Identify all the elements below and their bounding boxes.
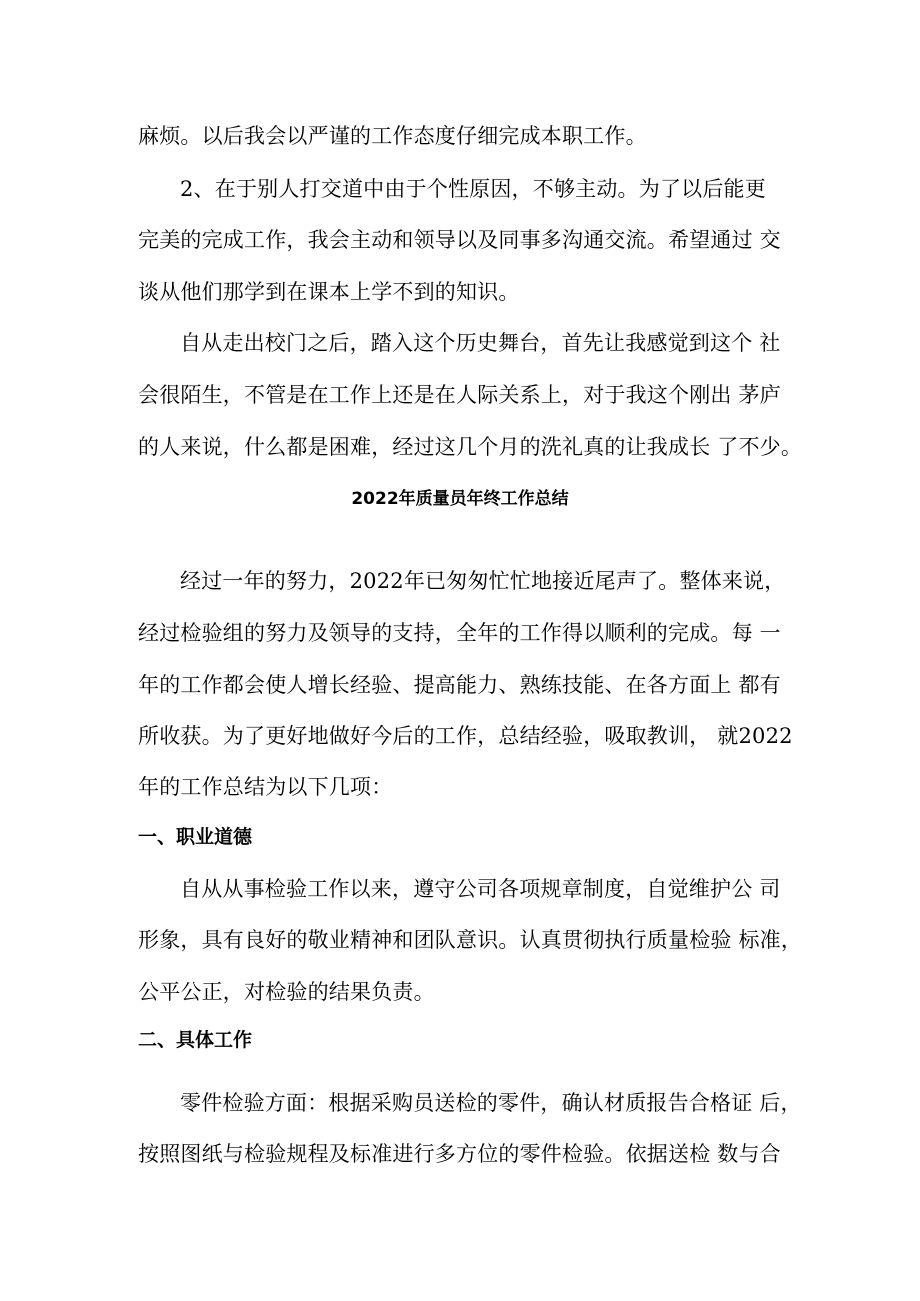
paragraph-line: 麻烦。以后我会以严谨的工作态度仔细完成本职工作。 [138, 124, 647, 148]
section-heading: 一、职业道德 [138, 826, 253, 848]
section-line: 零件检验方面：根据采购员送检的零件，确认材质报告合格证 后， [180, 1091, 802, 1115]
section-line: 公平公正，对检验的结果负责。 [138, 980, 435, 1004]
section-line: 自从从事检验工作以来，遵守公司各项规章制度，自觉维护公 司 [180, 877, 781, 901]
intro-line: 经过一年的努力，2022年已匆匆忙忙地接近尾声了。整体来说， [180, 569, 786, 593]
intro-line: 年的工作总结为以下几项： [138, 775, 393, 799]
paragraph-line: 会很陌生，不管是在工作上还是在人际关系上，对于我这个刚出 茅庐 [138, 383, 781, 407]
intro-line: 经过检验组的努力及领导的支持，全年的工作得以顺利的完成。每 一 [138, 621, 781, 645]
intro-line: 年的工作都会使人增长经验、提高能力、熟练技能、在各方面上 都有 [138, 673, 781, 697]
paragraph-line: 的人来说，什么都是困难，经过这几个月的洗礼真的让我成长 了不少。 [138, 435, 803, 459]
section-line: 形象，具有良好的敬业精神和团队意识。认真贯彻执行质量检验 标准， [138, 928, 803, 952]
paragraph-line: 谈从他们那学到在课本上学不到的知识。 [138, 280, 520, 304]
document-title: 2022年质量员年终工作总结 [351, 489, 569, 509]
paragraph-line: 2、在于别人打交道中由于个性原因，不够主动。为了以后能更 [180, 177, 766, 201]
section-heading: 二、具体工作 [138, 1029, 253, 1051]
paragraph-line: 完美的完成工作，我会主动和领导以及同事多沟通交流。希望通过 交 [138, 228, 781, 252]
paragraph-line: 自从走出校门之后，踏入这个历史舞台，首先让我感觉到这个 社 [180, 331, 781, 355]
intro-line: 所收获。为了更好地做好今后的工作，总结经验，吸取教训， 就2022 [138, 724, 793, 748]
section-line: 按照图纸与检验规程及标准进行多方位的零件检验。依据送检 数与合 [138, 1142, 781, 1166]
